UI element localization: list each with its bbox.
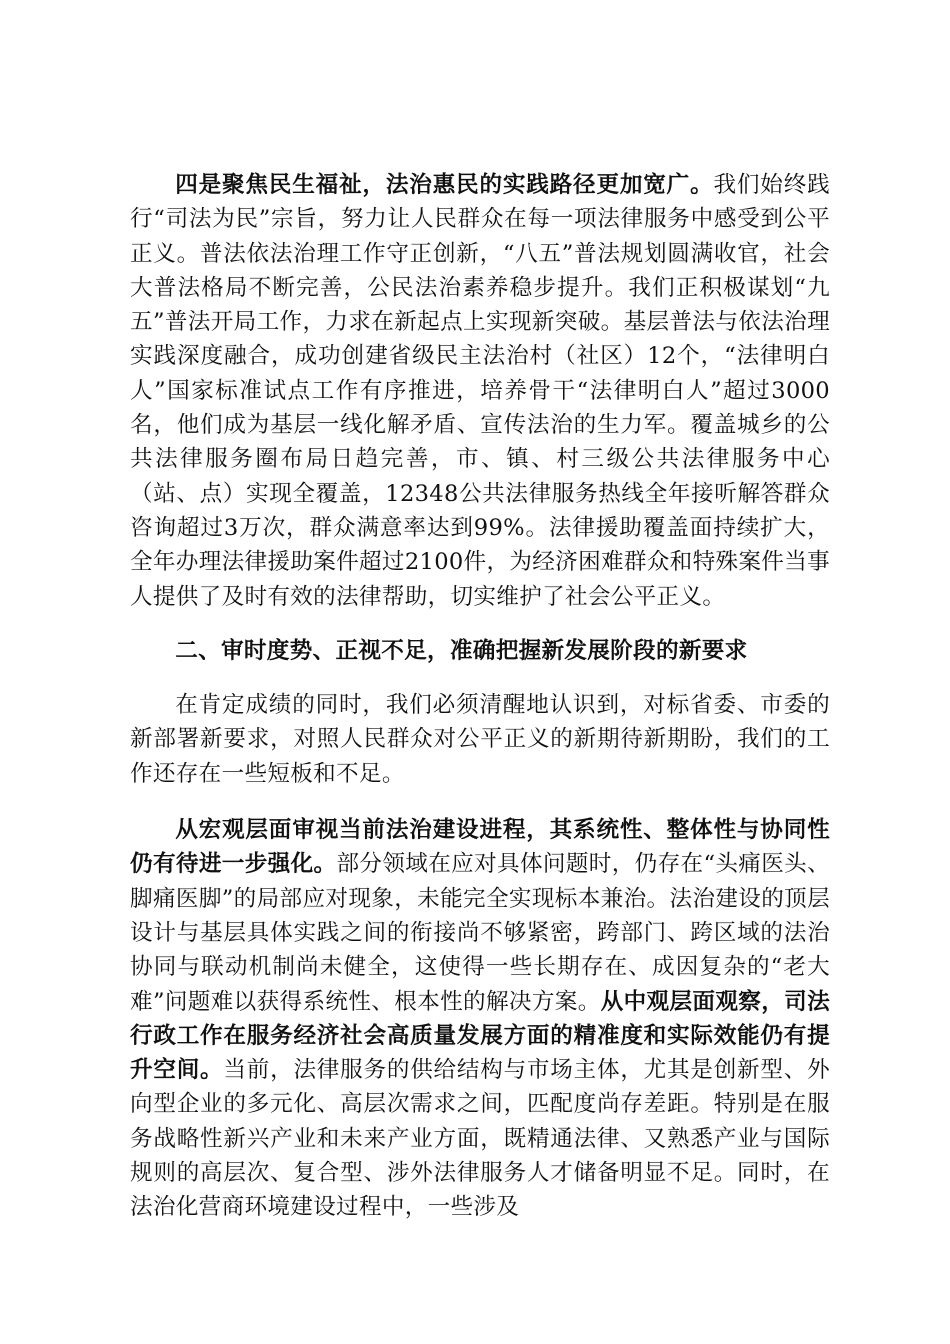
section-heading-2: 二、审时度势、正视不足，准确把握新发展阶段的新要求: [175, 637, 748, 664]
paragraph-macro-body: 部分领域在应对具体问题时，仍存在“头痛医头、脚痛医脚”的局部应对现象，未能完全实现标本兼治。法治建设的顶层设计与基层具体实践之间的衔接尚不够紧密，跨部门、跨区域的法治协同与联动机制尚未健全，这使得一些长期存在、成因复杂的“老大难”问题难以获得系统性、根本性的解决方案。: [130, 851, 831, 1015]
paragraph-livelihood-lead: 四是聚焦民生福祉，法治惠民的实践路径更加宽广。: [175, 172, 714, 198]
paragraph-macro-meso: [130, 813, 830, 1225]
paragraph-shortcomings-intro: 在肯定成绩的同时，我们必须清醒地认识到，对标省委、市委的新部署新要求，对照人民群众对公平正义的新期待新期盼，我们的工作还存在一些短板和不足。: [130, 692, 830, 787]
paragraph-meso-lead: 从中观层面观察，司法行政工作在服务经济社会高质量发展方面的精准度和实际效能仍有提升空间。: [130, 988, 830, 1084]
paragraph-macro-lead: 从宏观层面审视当前法治建设进程，其系统性、整体性与协同性仍有待进一步强化。: [130, 817, 830, 878]
paragraph-meso-body: 当前，法律服务的供给结构与市场主体，尤其是创新型、外向型企业的多元化、高层次需求之间，匹配度尚存差距。特别是在服务战略性新兴产业和未来产业方面，既精通法律、又熟悉产业与国际规则的高层次、复合型、涉外法律服务人才储备明显不足。同时，在法治化营商环境建设过程中，一些涉及: [130, 1057, 830, 1221]
paragraph-livelihood: [130, 168, 830, 614]
document-page: [130, 168, 830, 1225]
paragraph-livelihood-body: 我们始终践行“司法为民”宗旨，努力让人民群众在每一项法律服务中感受到公平正义。普法依法治理工作守正创新，“八五”普法规划圆满收官，社会大普法格局不断完善，公民法治素养稳步提升。我们正积极谋划“九五”普法开局工作，力求在新起点上实现新突破。基层普法与依法治理实践深度融合，成功创建省级民主法治村（社区）12个，“法律明白人”国家标准试点工作有序推进，培养骨干“法律明白人”超过3000名，他们成为基层一线化解矛盾、宣传法治的生力军。覆盖城乡的公共法律服务圈布局日趋完善，市、镇、村三级公共法律服务中心（站、点）实现全覆盖，12348公共法律服务热线全年接听解答群众咨询超过3万次，群众满意率达到99%。法律援助覆盖面持续扩大，全年办理法律援助案件超过2100件，为经济困难群众和特殊案件当事人提供了及时有效的法律帮助，切实维护了社会公平正义。: [130, 172, 830, 610]
